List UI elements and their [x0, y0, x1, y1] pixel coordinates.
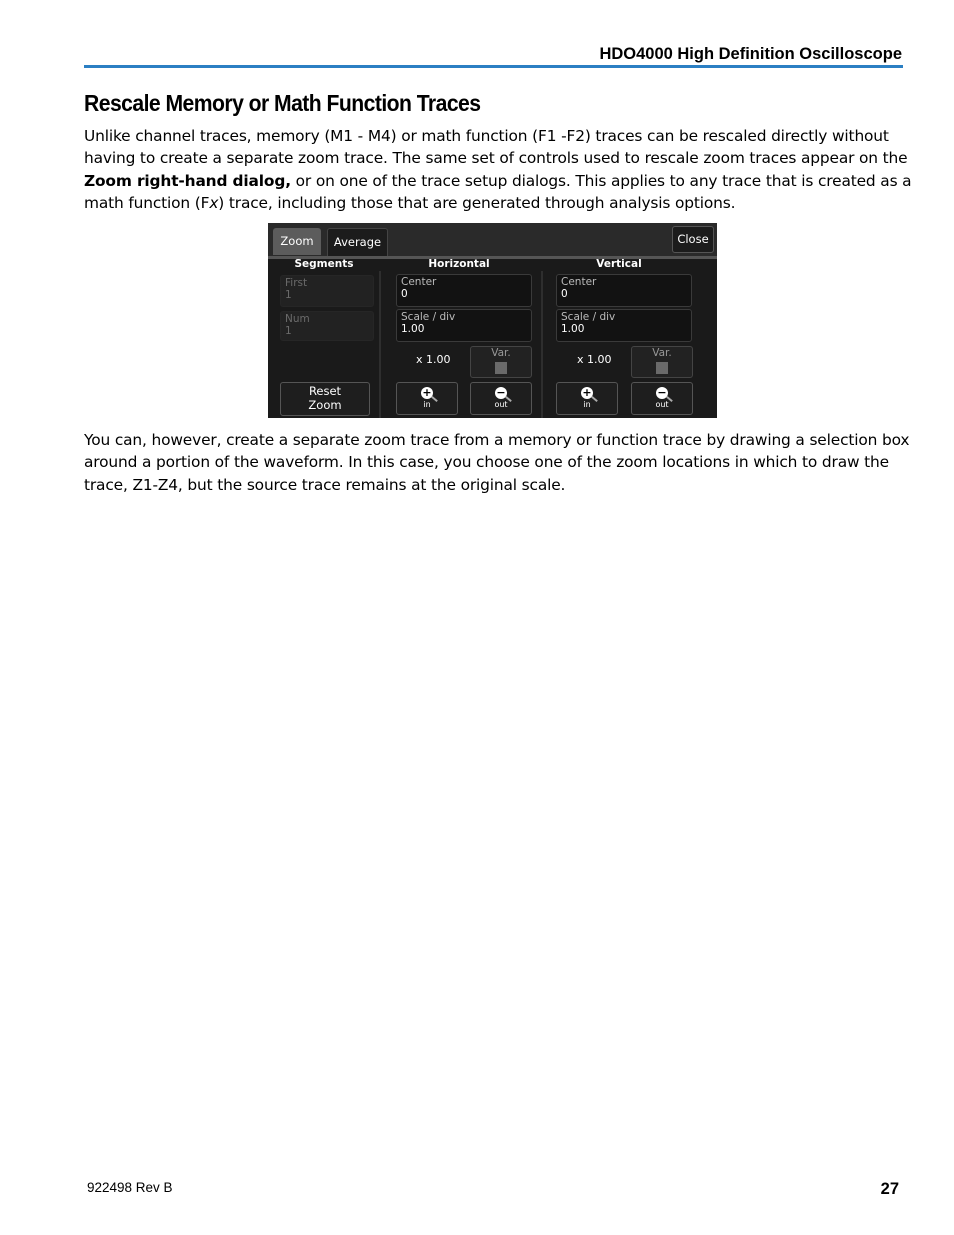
intro-text-3: ) trace, including those that are generated through analysis options.	[218, 193, 736, 212]
zoom-in-label: in	[583, 400, 591, 409]
intro-text-1: Unlike channel traces, memory (M1 - M4) or math function (F1 -F2) traces can be rescaled directly without having to create a separate zoom trace. The same set of controls used to rescale zoom traces appear on the	[84, 127, 908, 168]
horizontal-scale-field[interactable]	[396, 309, 532, 342]
field-value: 1	[285, 289, 292, 301]
zoom-out-label: out	[494, 400, 508, 409]
horizontal-center-field[interactable]	[396, 274, 532, 307]
horizontal-zoom-in-button[interactable]	[396, 382, 458, 415]
running-header: HDO4000 High Definition Oscilloscope	[599, 45, 902, 63]
zoom-out-icon: −	[657, 386, 667, 399]
segments-title: Segments	[294, 258, 354, 270]
field-label: Num	[285, 313, 310, 325]
intro-italic-x: x	[209, 193, 219, 212]
zoom-dialog-screenshot	[268, 223, 717, 418]
reset-zoom-label-2: Zoom	[308, 398, 342, 412]
vertical-center-field[interactable]	[556, 274, 692, 307]
var-label: Var.	[652, 347, 672, 359]
field-value: 1	[285, 325, 292, 337]
horizontal-title: Horizontal	[428, 258, 490, 270]
vertical-scale-field[interactable]	[556, 309, 692, 342]
footer-page-number: 27	[880, 1180, 899, 1198]
horizontal-multiplier: x 1.00	[416, 353, 451, 366]
checkbox-box	[656, 362, 668, 374]
field-label: Scale / div	[401, 311, 456, 323]
segments-first-field	[280, 275, 374, 307]
close-button[interactable]: Close	[672, 226, 714, 253]
vertical-multiplier: x 1.00	[577, 353, 612, 366]
field-label: First	[285, 277, 308, 289]
intro-text-2: or on one of the trace setup dialogs. This applies to any trace that is created as a math function (F	[84, 171, 912, 212]
zoom-in-icon: +	[582, 386, 592, 399]
checkbox-box	[495, 362, 507, 374]
field-value: 1.00	[401, 323, 425, 335]
zoom-dialog-reference: Zoom right-hand dialog,	[84, 171, 291, 190]
intro-paragraph	[84, 125, 914, 214]
zoom-out-icon: −	[496, 386, 506, 399]
field-label: Scale / div	[561, 311, 616, 323]
field-label: Center	[561, 276, 597, 288]
field-value: 0	[401, 288, 408, 300]
zoom-in-label: in	[423, 400, 431, 409]
column-divider	[541, 271, 543, 418]
segments-num-field	[280, 311, 374, 341]
field-value: 1.00	[561, 323, 585, 335]
body-paragraph-2: You can, however, create a separate zoom trace from a memory or function trace by drawing a selection box around a portion of the waveform. In this case, you choose one of the zoom locations in which to draw the trace, Z1-Z4, but the source trace remains at the original scale.	[84, 431, 910, 494]
tab-zoom[interactable]: Zoom	[273, 228, 321, 255]
section-title: Rescale Memory or Math Function Traces	[84, 90, 481, 116]
tab-average[interactable]: Average	[327, 228, 388, 256]
zoom-in-icon: +	[422, 386, 432, 399]
vertical-var-checkbox[interactable]	[631, 346, 693, 378]
vertical-title: Vertical	[596, 258, 642, 270]
field-label: Center	[401, 276, 437, 288]
header-rule	[84, 65, 903, 68]
var-label: Var.	[491, 347, 511, 359]
column-divider	[379, 271, 381, 418]
vertical-zoom-in-button[interactable]	[556, 382, 618, 415]
dialog-tabstrip	[268, 223, 717, 259]
vertical-zoom-out-button[interactable]	[631, 382, 693, 415]
reset-zoom-button[interactable]	[280, 382, 370, 416]
field-value: 0	[561, 288, 568, 300]
footer-doc-number: 922498 Rev B	[87, 1180, 173, 1195]
zoom-out-label: out	[655, 400, 669, 409]
horizontal-zoom-out-button[interactable]	[470, 382, 532, 415]
reset-zoom-label-1: Reset	[308, 384, 342, 398]
horizontal-var-checkbox[interactable]	[470, 346, 532, 378]
